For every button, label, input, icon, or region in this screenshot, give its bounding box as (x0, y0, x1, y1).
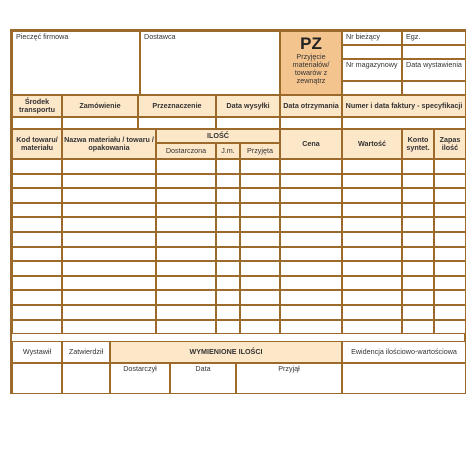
current-no-label: Nr bieżący (346, 32, 380, 41)
name-header (62, 129, 156, 159)
name-label: Nazwa materiału / towaru / opakowania (64, 135, 154, 152)
mentioned-label: WYMIENIONE ILOŚCI (189, 347, 263, 356)
invoice-value (342, 117, 466, 129)
approved-cell (62, 341, 110, 363)
account-label: Konto syntet. (406, 135, 430, 152)
table-cell (156, 203, 216, 218)
copy-label: Egz. (406, 32, 421, 41)
issue-date-cell (402, 59, 466, 81)
table-cell (216, 174, 240, 189)
table-cell (434, 247, 466, 262)
price-label: Cena (302, 139, 320, 148)
table-cell (402, 188, 434, 203)
issue-date-value (402, 81, 466, 95)
table-cell (156, 261, 216, 276)
approved-sign (62, 363, 110, 394)
table-cell (216, 261, 240, 276)
issued-sign (12, 363, 62, 394)
table-cell (62, 290, 156, 305)
table-cell (342, 174, 402, 189)
table-cell (402, 320, 434, 335)
table-cell (156, 174, 216, 189)
received-date-label: Data otrzymania (283, 101, 339, 110)
table-cell (434, 203, 466, 218)
table-cell (280, 305, 342, 320)
pz-form (10, 29, 466, 394)
table-cell (216, 203, 240, 218)
table-cell (280, 276, 342, 291)
current-no-value (342, 45, 402, 59)
table-cell (156, 188, 216, 203)
warehouse-no-label: Nr magazynowy (346, 60, 398, 69)
table-cell (402, 290, 434, 305)
table-cell (342, 203, 402, 218)
value-label: Wartość (357, 139, 387, 148)
table-cell (434, 320, 466, 335)
table-cell (216, 305, 240, 320)
transport-value (12, 117, 62, 129)
table-cell (402, 305, 434, 320)
table-cell (156, 232, 216, 247)
unit-header (216, 143, 240, 159)
issue-date-label: Data wystawienia (406, 60, 462, 69)
table-cell (402, 261, 434, 276)
table-cell (12, 320, 62, 335)
invoice-header (342, 95, 466, 117)
table-cell (216, 320, 240, 335)
table-cell (434, 217, 466, 232)
table-cell (402, 174, 434, 189)
table-cell (402, 159, 434, 174)
doc-type-cell (280, 31, 342, 95)
received-by-cell (236, 363, 342, 394)
purpose-label: Przeznaczenie (152, 101, 202, 110)
table-cell (434, 290, 466, 305)
accepted-header (240, 143, 280, 159)
table-cell (280, 217, 342, 232)
registry-label: Ewidencja ilościowo-wartościowa (351, 347, 457, 356)
table-cell (12, 174, 62, 189)
table-cell (240, 232, 280, 247)
stamp-cell (12, 31, 140, 95)
table-cell (402, 203, 434, 218)
delivered-header (156, 143, 216, 159)
table-cell (240, 276, 280, 291)
table-cell (434, 305, 466, 320)
doc-name: Przyjęcie materiałów/ towarów z zewnątrz (292, 52, 330, 85)
stock-header (434, 129, 466, 159)
ship-date-value (216, 117, 280, 129)
table-cell (240, 203, 280, 218)
table-cell (402, 276, 434, 291)
table-cell (62, 159, 156, 174)
warehouse-no-cell (342, 59, 402, 81)
price-header (280, 129, 342, 159)
invoice-label: Numer i data faktury - specyfikacji (345, 101, 463, 110)
value-header (342, 129, 402, 159)
table-cell (240, 290, 280, 305)
ship-date-header (216, 95, 280, 117)
table-cell (342, 261, 402, 276)
table-cell (216, 247, 240, 262)
table-cell (62, 217, 156, 232)
supplier-cell (140, 31, 280, 95)
order-value (62, 117, 138, 129)
table-cell (342, 188, 402, 203)
table-cell (342, 247, 402, 262)
table-cell (280, 232, 342, 247)
qty-label: ILOŚĆ (207, 131, 229, 140)
table-cell (216, 232, 240, 247)
table-cell (62, 320, 156, 335)
table-cell (434, 159, 466, 174)
table-cell (62, 247, 156, 262)
approved-label: Zatwierdził (68, 347, 104, 356)
order-header (62, 95, 138, 117)
table-cell (240, 305, 280, 320)
table-cell (12, 261, 62, 276)
table-cell (216, 217, 240, 232)
mentioned-cell (110, 341, 342, 363)
table-cell (342, 276, 402, 291)
qty-header (156, 129, 280, 143)
stamp-label: Pieczęć firmowa (16, 32, 69, 41)
table-cell (216, 276, 240, 291)
ship-date-label: Data wysyłki (226, 101, 270, 110)
table-cell (342, 232, 402, 247)
code-label: Kod towaru/ materiału (16, 135, 58, 152)
table-cell (156, 305, 216, 320)
table-cell (12, 188, 62, 203)
purpose-header (138, 95, 216, 117)
delivered-by-cell (110, 363, 170, 394)
current-no-cell (342, 31, 402, 45)
table-cell (280, 261, 342, 276)
table-cell (62, 232, 156, 247)
table-cell (402, 232, 434, 247)
table-cell (240, 188, 280, 203)
table-cell (62, 305, 156, 320)
table-cell (12, 159, 62, 174)
purpose-value (138, 117, 216, 129)
copy-cell (402, 31, 466, 45)
delivered-label: Dostarczona (165, 146, 207, 155)
table-cell (12, 305, 62, 320)
code-header (12, 129, 62, 159)
transport-label: Środek transportu (19, 97, 55, 114)
table-cell (434, 261, 466, 276)
received-by-label: Przyjął (278, 364, 300, 373)
table-cell (156, 320, 216, 335)
warehouse-no-value (342, 81, 402, 95)
table-cell (216, 290, 240, 305)
table-cell (216, 188, 240, 203)
issued-label: Wystawił (22, 347, 52, 356)
stock-label: Zapas ilość (439, 135, 461, 152)
table-cell (434, 188, 466, 203)
supplier-label: Dostawca (144, 32, 176, 41)
table-cell (240, 159, 280, 174)
table-cell (62, 203, 156, 218)
table-cell (156, 276, 216, 291)
accepted-label: Przyjęta (247, 146, 273, 155)
registry-cell (342, 341, 466, 363)
table-cell (280, 174, 342, 189)
table-cell (434, 174, 466, 189)
doc-code: PZ (300, 34, 322, 53)
table-cell (240, 320, 280, 335)
received-date-header (280, 95, 342, 117)
table-cell (12, 276, 62, 291)
table-cell (280, 290, 342, 305)
table-cell (216, 159, 240, 174)
table-cell (434, 232, 466, 247)
table-cell (240, 217, 280, 232)
table-cell (342, 159, 402, 174)
unit-label: J.m. (221, 146, 235, 155)
table-cell (342, 290, 402, 305)
issued-cell (12, 341, 62, 363)
table-cell (280, 159, 342, 174)
table-cell (12, 203, 62, 218)
order-label: Zamówienie (79, 101, 121, 110)
table-cell (402, 217, 434, 232)
table-cell (402, 247, 434, 262)
registry-sign (342, 363, 466, 394)
table-cell (12, 217, 62, 232)
table-cell (240, 261, 280, 276)
copy-value (402, 45, 466, 59)
received-date-value (280, 117, 342, 129)
account-header (402, 129, 434, 159)
table-cell (434, 276, 466, 291)
table-cell (342, 320, 402, 335)
table-cell (156, 290, 216, 305)
date-cell (170, 363, 236, 394)
transport-header (12, 95, 62, 117)
table-cell (280, 320, 342, 335)
table-cell (280, 203, 342, 218)
table-cell (62, 174, 156, 189)
table-cell (280, 188, 342, 203)
table-cell (62, 261, 156, 276)
table-cell (240, 174, 280, 189)
table-cell (12, 232, 62, 247)
table-cell (156, 159, 216, 174)
table-cell (342, 217, 402, 232)
table-cell (12, 290, 62, 305)
delivered-by-label: Dostarczył (123, 364, 157, 373)
date-label: Data (195, 364, 211, 373)
table-cell (12, 247, 62, 262)
table-cell (156, 247, 216, 262)
table-cell (62, 188, 156, 203)
table-cell (62, 276, 156, 291)
table-cell (280, 247, 342, 262)
table-cell (156, 217, 216, 232)
table-cell (342, 305, 402, 320)
table-cell (240, 247, 280, 262)
